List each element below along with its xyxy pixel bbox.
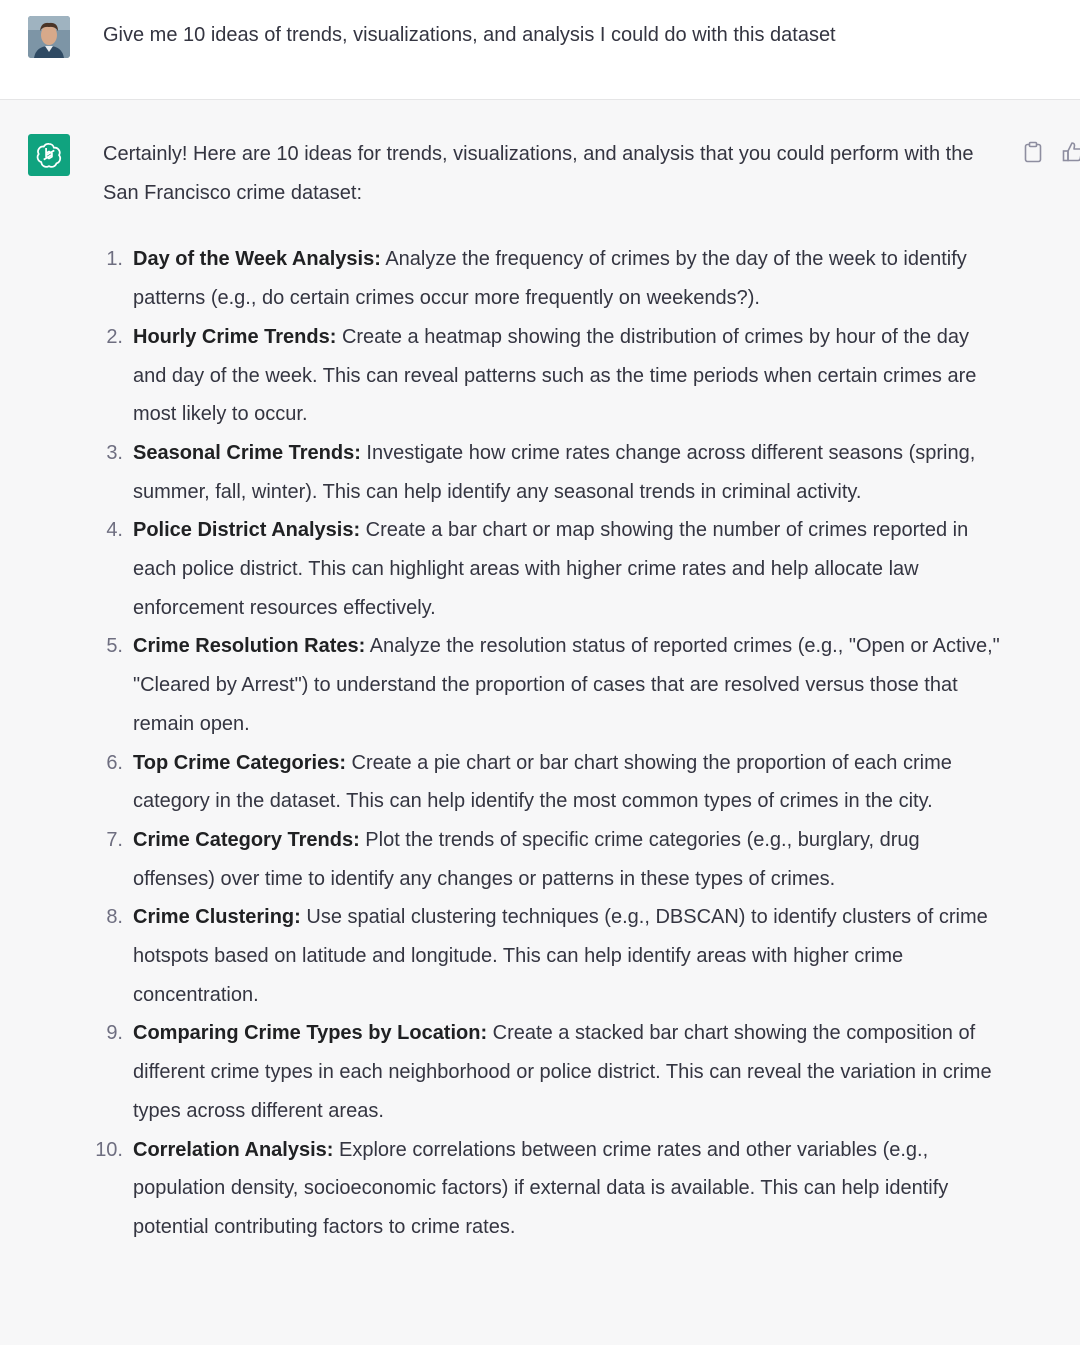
list-item-number: 2. — [106, 325, 123, 348]
list-item — [103, 821, 1003, 898]
assistant-intro: Certainly! Here are 10 ideas for trends, visualizations, and analysis that you could perform with the San Francisco crime dataset: — [103, 143, 974, 204]
list-item — [103, 1014, 1003, 1130]
user-message-text: Give me 10 ideas of trends, visualizations, and analysis I could do with this dataset — [103, 24, 836, 46]
list-item — [103, 240, 1003, 317]
assistant-avatar — [28, 134, 70, 176]
list-item-title: Crime Clustering: — [133, 906, 301, 929]
list-item-number: 8. — [106, 906, 123, 929]
list-item — [103, 511, 1003, 627]
list-item-title: Seasonal Crime Trends: — [133, 441, 361, 464]
list-item-number: 9. — [106, 1022, 123, 1045]
list-item-number: 1. — [106, 248, 123, 271]
assistant-message-row — [0, 101, 1080, 1345]
list-item-number: 4. — [106, 519, 123, 542]
user-avatar — [28, 16, 70, 58]
list-item — [103, 627, 1003, 743]
list-item-text: Use spatial clustering techniques (e.g., DBSCAN) to identify clusters of crime hotspots based on latitude and longitude. This can help identify areas with higher crime concentration. — [133, 906, 988, 1006]
list-item-number: 5. — [106, 635, 123, 658]
copy-button[interactable] — [1020, 139, 1046, 165]
user-message-row — [0, 0, 1080, 100]
clipboard-icon — [1023, 141, 1043, 163]
list-item-text: Create a heatmap showing the distribution of crimes by hour of the day and day of the week. This can reveal patterns such as the time periods when certain crimes are most likely to occur. — [133, 325, 977, 426]
list-item — [103, 318, 1003, 434]
list-item-title: Crime Category Trends: — [133, 828, 360, 851]
user-avatar-photo — [28, 16, 70, 58]
openai-logo-icon — [35, 141, 63, 169]
list-item-title: Hourly Crime Trends: — [133, 325, 337, 348]
message-actions — [1020, 139, 1080, 165]
list-item-text: Analyze the frequency of crimes by the day of the week to identify patterns (e.g., do certain crimes occur more frequently on weekends?). — [133, 248, 967, 310]
ideas-list — [95, 240, 1003, 1246]
list-item-title: Comparing Crime Types by Location: — [133, 1022, 488, 1045]
list-item — [103, 434, 1003, 511]
list-item-number: 6. — [106, 751, 123, 774]
list-item — [103, 898, 1003, 1014]
thumbs-up-button[interactable] — [1060, 139, 1080, 165]
list-item-text: Create a pie chart or bar chart showing the proportion of each crime category in the dataset. This can help identify the most common types of crimes in the city. — [133, 751, 952, 813]
list-item-number: 10. — [95, 1138, 123, 1161]
list-item-text: Plot the trends of specific crime categories (e.g., burglary, drug offenses) over time to identify any changes or patterns in these types of crimes. — [133, 828, 920, 890]
list-item-title: Day of the Week Analysis: — [133, 248, 381, 271]
list-item-text: Create a bar chart or map showing the number of crimes reported in each police district. This can highlight areas with higher crime rates and help allocate law enforcement resources effectively. — [133, 519, 969, 619]
list-item — [103, 744, 1003, 821]
list-item-title: Correlation Analysis: — [133, 1138, 334, 1161]
list-item-title: Crime Resolution Rates: — [133, 635, 366, 658]
list-item-number: 7. — [106, 828, 123, 851]
list-item-text: Explore correlations between crime rates and other variables (e.g., population density, socioeconomic factors) if external data is available. This can help identify potential contributing factors to crime rates. — [133, 1138, 949, 1238]
list-item-number: 3. — [106, 441, 123, 464]
assistant-message-content — [95, 135, 1003, 1247]
list-item-title: Top Crime Categories: — [133, 751, 346, 774]
list-item-text: Investigate how crime rates change across different seasons (spring, summer, fall, winter). This can help identify any seasonal trends in criminal activity. — [133, 441, 976, 503]
list-item-text: Create a stacked bar chart showing the composition of different crime types in each neighborhood or police district. This can reveal the variation in crime types across different areas. — [133, 1022, 992, 1122]
list-item — [95, 1131, 1003, 1247]
list-item-text: Analyze the resolution status of reported crimes (e.g., "Open or Active," "Cleared by Arrest") to understand the proportion of cases that are resolved versus those that remain open. — [133, 635, 1000, 735]
thumbs-up-icon — [1062, 141, 1080, 163]
list-item-title: Police District Analysis: — [133, 519, 361, 542]
